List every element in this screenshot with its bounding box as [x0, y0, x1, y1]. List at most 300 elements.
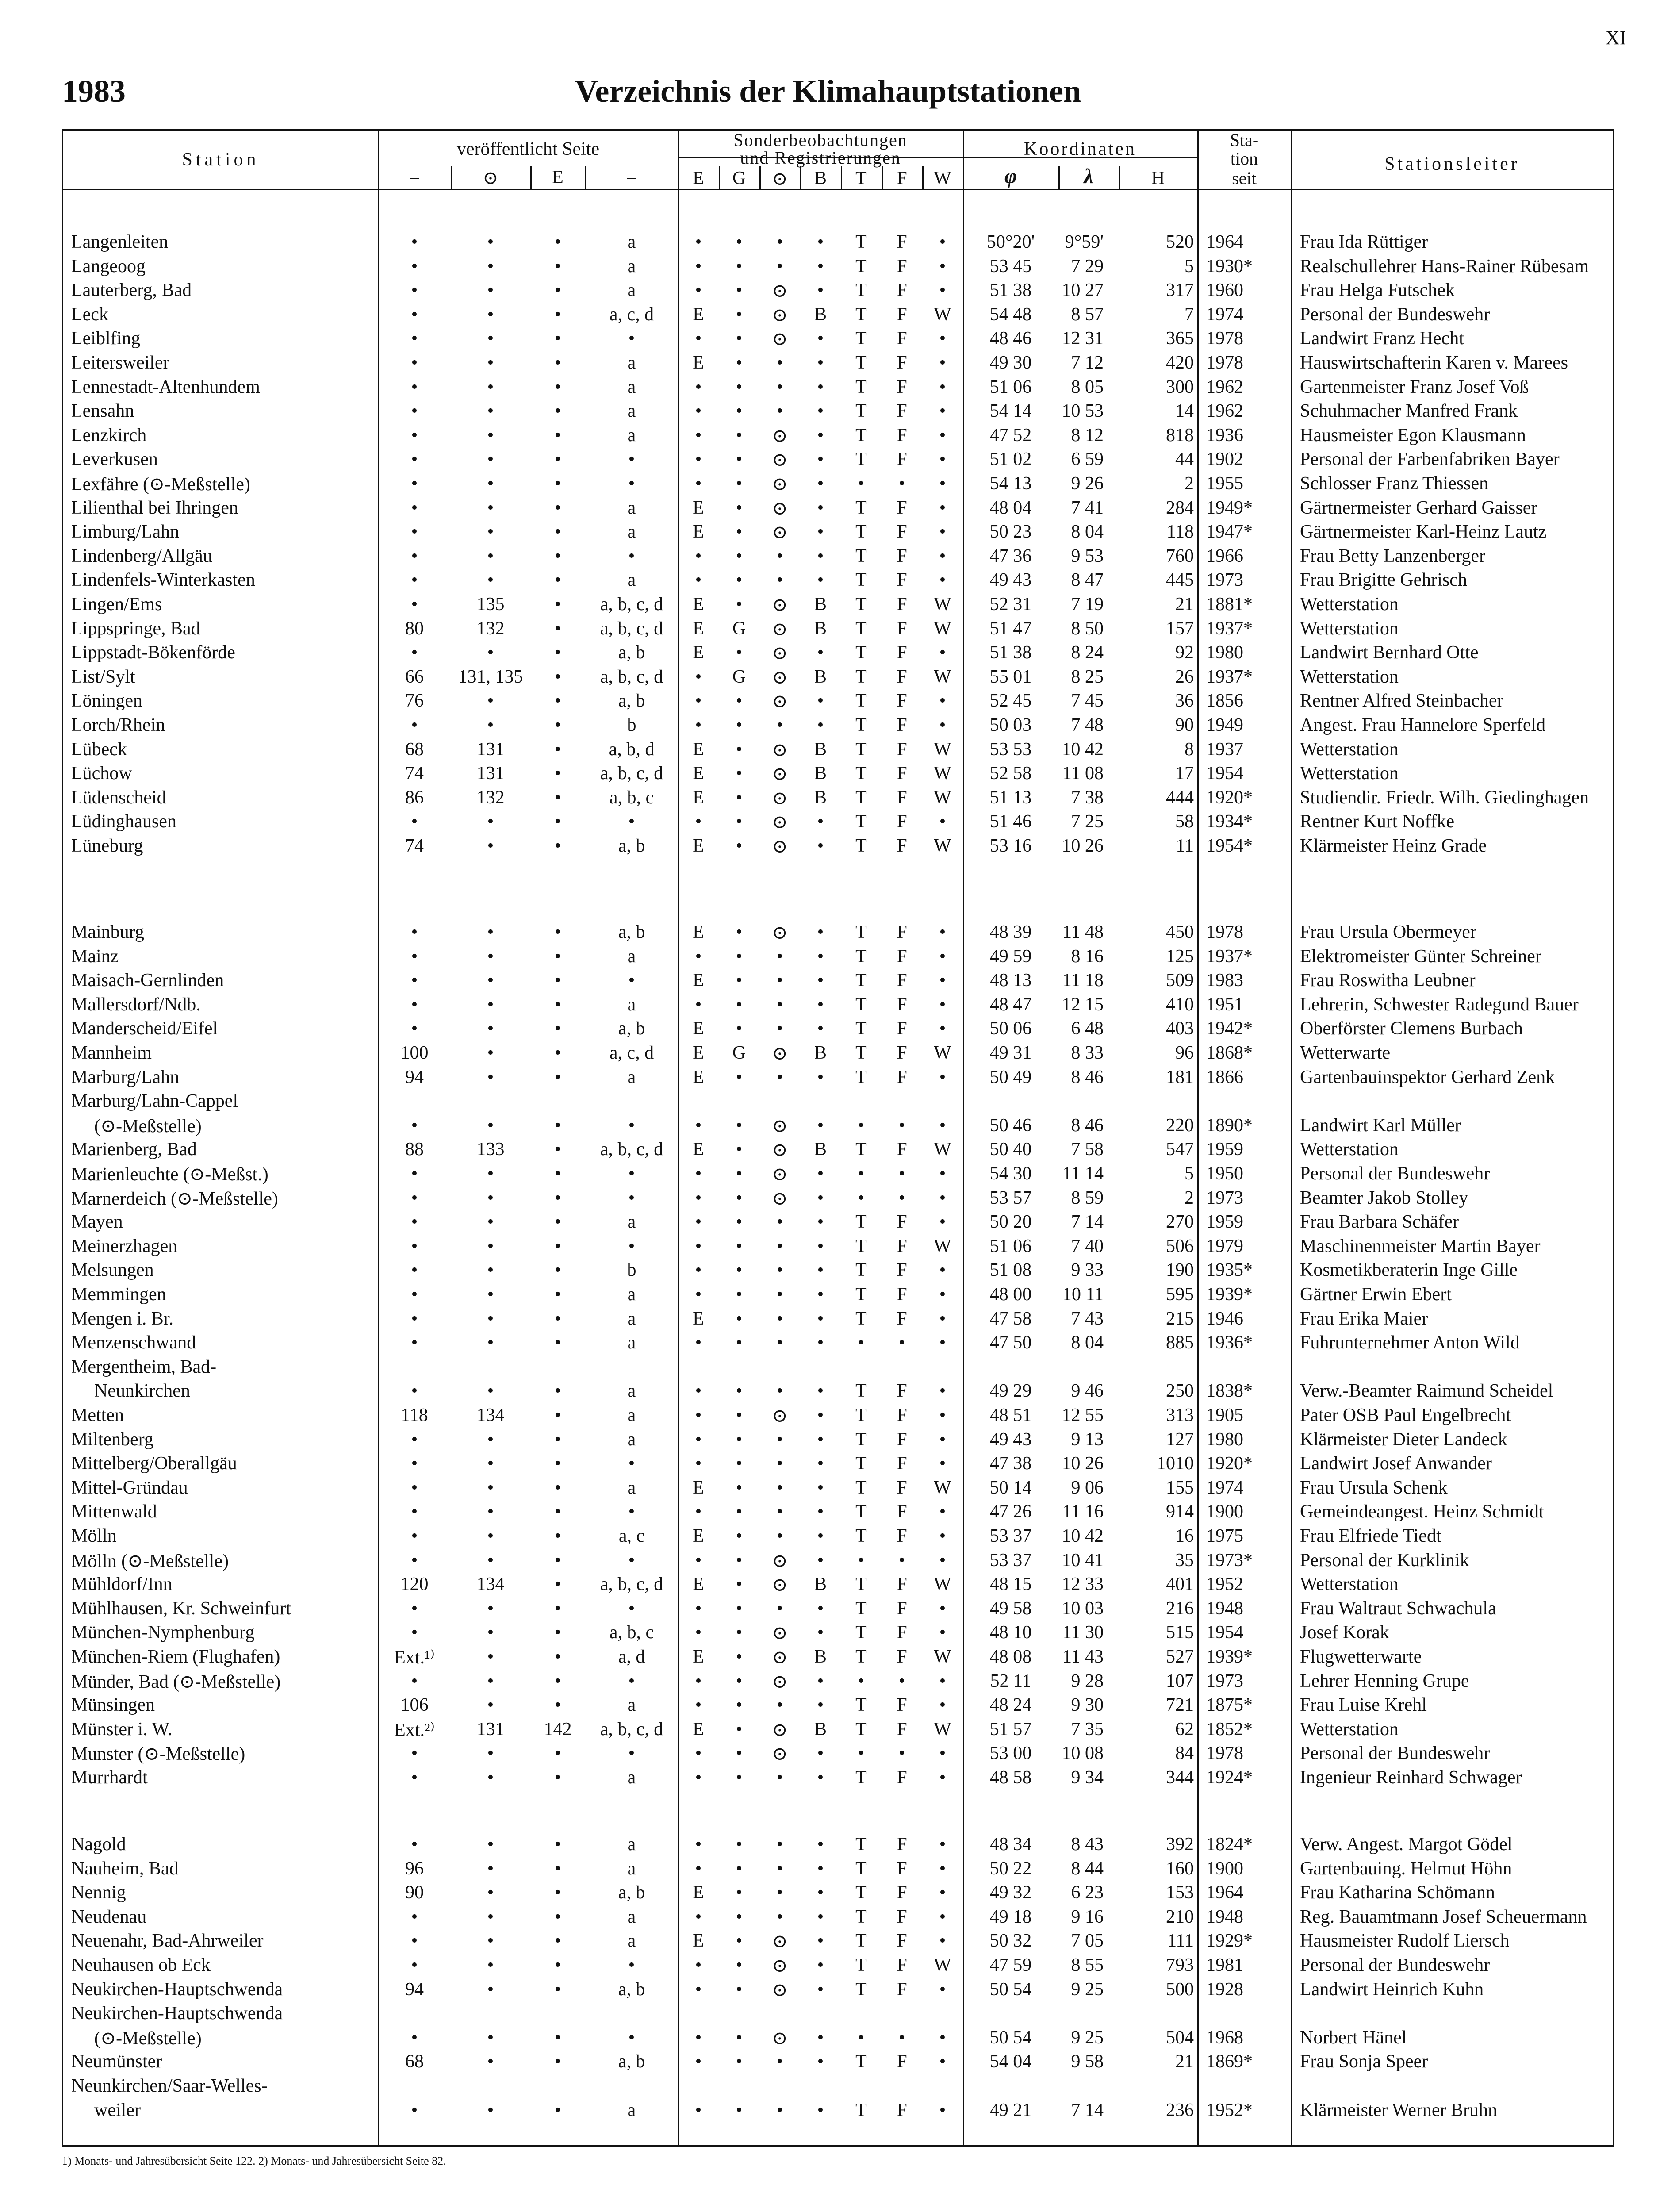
- station-name: München-Nymphenburg: [71, 1622, 255, 1643]
- cell-b: •: [817, 1308, 824, 1329]
- cell-lat: 52 31: [989, 594, 1032, 614]
- cell-seit: 1937*: [1206, 946, 1253, 967]
- cell-e: •: [695, 1955, 702, 1975]
- cell-e: •: [695, 811, 702, 832]
- table-row: [63, 1930, 1613, 1955]
- cell-p3: •: [554, 449, 561, 470]
- cell-b: B: [814, 1647, 827, 1667]
- cell-p3: •: [554, 522, 561, 542]
- cell-b: •: [817, 1931, 824, 1951]
- cell-g: •: [736, 1115, 743, 1136]
- cell-lat: 49 43: [989, 1429, 1032, 1450]
- cell-b: •: [817, 836, 824, 856]
- cell-p3: •: [554, 545, 561, 566]
- station-name: Lippstadt-Bökenförde: [71, 642, 235, 663]
- station-name: Lilienthal bei Ihringen: [71, 497, 238, 518]
- station-name: Lüdinghausen: [71, 811, 176, 832]
- cell-g: •: [736, 376, 743, 397]
- cell-lon: 11 16: [1062, 1502, 1104, 1522]
- cell-w: •: [939, 1931, 946, 1951]
- cell-leiter: Klärmeister Heinz Grade: [1300, 836, 1487, 856]
- cell-g: •: [736, 1429, 743, 1450]
- header-lon: λ: [1084, 165, 1093, 188]
- cell-p3: •: [554, 1695, 561, 1716]
- cell-leiter: Gartenmeister Franz Josef Voß: [1300, 376, 1529, 397]
- cell-p1: •: [411, 1164, 418, 1184]
- cell-b: •: [817, 1405, 824, 1425]
- cell-h: 125: [1166, 946, 1194, 967]
- cell-p4: a: [627, 353, 636, 373]
- table-row: [63, 1236, 1613, 1260]
- cell-p4: a: [627, 1834, 636, 1855]
- cell-seit: 1936*: [1206, 1333, 1253, 1353]
- cell-e: E: [693, 353, 704, 373]
- cell-h: 62: [1175, 1719, 1194, 1740]
- cell-seit: 1949*: [1206, 497, 1253, 518]
- cell-lat: 51 47: [989, 618, 1032, 639]
- cell-lat: 53 37: [989, 1526, 1032, 1546]
- cell-seit: 1905: [1206, 1405, 1243, 1425]
- cell-f: F: [897, 1767, 907, 1788]
- cell-lat: 54 48: [989, 304, 1032, 325]
- cell-p3: •: [554, 1574, 561, 1595]
- station-name: Lensahn: [71, 401, 134, 422]
- station-name: Mölln (⊙-Meßstelle): [71, 1551, 229, 1571]
- station-name: Münster i. W.: [71, 1719, 172, 1740]
- cell-o: •: [776, 401, 783, 422]
- cell-lat: 51 38: [989, 642, 1032, 663]
- table-row: [63, 304, 1613, 328]
- station-name: Nagold: [71, 1834, 126, 1855]
- cell-leiter: Landwirt Franz Hecht: [1300, 328, 1464, 349]
- cell-p4: a, b: [618, 922, 645, 942]
- cell-seit: 1980: [1206, 642, 1243, 663]
- cell-f: •: [898, 1164, 905, 1184]
- cell-p2: •: [487, 1695, 494, 1716]
- cell-f: F: [897, 715, 907, 735]
- cell-w: •: [939, 1550, 946, 1571]
- station-name: Lingen/Ems: [71, 594, 162, 614]
- cell-w: W: [934, 1236, 951, 1256]
- station-name: Mühlhausen, Kr. Schweinfurt: [71, 1598, 291, 1619]
- cell-leiter: Lehrer Henning Grupe: [1300, 1671, 1469, 1691]
- cell-p2: •: [487, 1743, 494, 1764]
- cell-seit: 1974: [1206, 1477, 1243, 1498]
- cell-p2: •: [487, 691, 494, 711]
- cell-p1: •: [411, 1550, 418, 1571]
- cell-p3: •: [554, 401, 561, 422]
- cell-p4: •: [628, 1955, 635, 1975]
- cell-p2: 131: [476, 763, 505, 784]
- cell-f: F: [897, 425, 907, 445]
- cell-p2: •: [487, 304, 494, 325]
- cell-w: W: [934, 304, 951, 325]
- cell-leiter: Personal der Farbenfabriken Bayer: [1300, 449, 1560, 470]
- cell-p3: •: [554, 497, 561, 518]
- table-row: [63, 545, 1613, 570]
- cell-t: T: [855, 1767, 867, 1788]
- cell-seit: 1973: [1206, 570, 1243, 591]
- cell-t: T: [855, 994, 867, 1015]
- cell-h: 36: [1175, 691, 1194, 711]
- cell-leiter: Rentner Alfred Steinbacher: [1300, 691, 1503, 711]
- cell-e: •: [695, 376, 702, 397]
- station-name: Mittelberg/Oberallgäu: [71, 1453, 237, 1474]
- cell-w: •: [939, 1453, 946, 1474]
- cell-b: •: [817, 1115, 824, 1136]
- cell-w: •: [939, 1671, 946, 1691]
- cell-lon: 7 12: [1071, 353, 1104, 373]
- cell-lon: 8 24: [1071, 642, 1104, 663]
- cell-t: T: [855, 449, 867, 470]
- cell-e: E: [693, 1067, 704, 1087]
- cell-f: F: [897, 970, 907, 991]
- cell-g: •: [736, 1164, 743, 1184]
- cell-p4: •: [628, 473, 635, 494]
- cell-p2: 132: [476, 618, 505, 639]
- cell-g: •: [736, 1598, 743, 1619]
- cell-b: •: [817, 1622, 824, 1643]
- cell-o: •: [776, 1381, 783, 1402]
- cell-e: E: [693, 1043, 704, 1063]
- cell-lat: 54 13: [989, 473, 1032, 494]
- cell-b: •: [817, 1979, 824, 2000]
- cell-lat: 53 00: [989, 1743, 1032, 1764]
- cell-t: T: [855, 401, 867, 422]
- cell-p2: •: [487, 836, 494, 856]
- cell-p4: a, b: [618, 1882, 645, 1903]
- cell-leiter: Landwirt Bernhard Otte: [1300, 642, 1479, 663]
- cell-p3: •: [554, 811, 561, 832]
- cell-t: T: [855, 666, 867, 687]
- cell-p3: •: [554, 1164, 561, 1184]
- cell-t: T: [855, 970, 867, 991]
- table-row: [63, 521, 1613, 545]
- cell-t: T: [855, 1284, 867, 1305]
- cell-p3: •: [554, 1333, 561, 1353]
- cell-o: ⊙: [772, 474, 788, 495]
- cell-o: ⊙: [772, 1551, 788, 1571]
- cell-g: •: [736, 256, 743, 276]
- cell-g: •: [736, 1931, 743, 1951]
- cell-p1: •: [411, 376, 418, 397]
- cell-w: •: [939, 1381, 946, 1402]
- station-name: Mergentheim, Bad-: [71, 1356, 217, 1377]
- cell-p3: •: [554, 1502, 561, 1522]
- cell-e: E: [693, 594, 704, 614]
- cell-t: T: [855, 946, 867, 967]
- cell-seit: 1950: [1206, 1164, 1243, 1184]
- cell-lon: 8 43: [1071, 1834, 1104, 1855]
- cell-e: E: [693, 1882, 704, 1903]
- cell-p4: a: [627, 425, 636, 445]
- cell-leiter: Flugwetterwarte: [1300, 1647, 1422, 1667]
- cell-b: •: [817, 376, 824, 397]
- cell-seit: 1920*: [1206, 787, 1253, 808]
- station-name: Neudenau: [71, 1906, 147, 1927]
- cell-e: •: [695, 1550, 702, 1571]
- cell-o: ⊙: [772, 1647, 788, 1668]
- cell-leiter: Wetterstation: [1300, 739, 1399, 760]
- cell-t: T: [855, 811, 867, 832]
- cell-b: B: [814, 1043, 827, 1063]
- cell-p4: •: [628, 1236, 635, 1256]
- cell-t: T: [855, 1647, 867, 1667]
- cell-o: •: [776, 1695, 783, 1716]
- cell-b: •: [817, 1767, 824, 1788]
- cell-e: •: [695, 1381, 702, 1402]
- station-name: Melsungen: [71, 1260, 154, 1281]
- cell-leiter: Verw.-Beamter Raimund Scheidel: [1300, 1381, 1553, 1402]
- cell-h: 914: [1166, 1502, 1194, 1522]
- cell-g: •: [736, 1906, 743, 1927]
- cell-p2: •: [487, 1115, 494, 1136]
- cell-p1: •: [411, 946, 418, 967]
- cell-p2: •: [487, 1381, 494, 1402]
- station-name: Neukirchen-Hauptschwenda: [71, 1979, 283, 2000]
- table-row: [63, 1550, 1613, 1574]
- cell-t: T: [855, 570, 867, 591]
- cell-seit: 1959: [1206, 1212, 1243, 1233]
- cell-p3: •: [554, 425, 561, 445]
- cell-t: T: [855, 1622, 867, 1643]
- cell-w: •: [939, 425, 946, 445]
- cell-w: •: [939, 1695, 946, 1716]
- cell-p2: •: [487, 1164, 494, 1184]
- cell-e: •: [695, 1429, 702, 1450]
- cell-leiter: Wetterstation: [1300, 1139, 1399, 1160]
- cell-lon: 9 25: [1071, 2027, 1104, 2048]
- cell-seit: 1948: [1206, 1906, 1243, 1927]
- cell-b: •: [817, 1284, 824, 1305]
- cell-p1: 94: [405, 1979, 424, 2000]
- cell-w: •: [939, 922, 946, 942]
- header-pub-col: –: [410, 167, 419, 188]
- cell-w: •: [939, 1115, 946, 1136]
- station-name: Mengen i. Br.: [71, 1308, 173, 1329]
- cell-w: •: [939, 1979, 946, 2000]
- cell-o: ⊙: [772, 788, 788, 809]
- cell-w: •: [939, 1018, 946, 1039]
- cell-seit: 1935*: [1206, 1260, 1253, 1281]
- cell-p2: •: [487, 1308, 494, 1329]
- station-name: Mainz: [71, 946, 119, 967]
- cell-lat: 48 15: [989, 1574, 1032, 1595]
- cell-t: T: [855, 1453, 867, 1474]
- cell-b: B: [814, 763, 827, 784]
- cell-p4: a, c, d: [609, 1043, 654, 1063]
- cell-p4: a, b: [618, 1979, 645, 2000]
- cell-t: •: [858, 1743, 865, 1764]
- cell-e: E: [693, 787, 704, 808]
- cell-p3: •: [554, 642, 561, 663]
- cell-p1: •: [411, 1622, 418, 1643]
- cell-p1: 68: [405, 2051, 424, 2072]
- cell-p1: •: [411, 1767, 418, 1788]
- cell-p4: a: [627, 497, 636, 518]
- cell-o: ⊙: [772, 2028, 788, 2049]
- cell-w: W: [934, 1043, 951, 1063]
- cell-f: F: [897, 594, 907, 614]
- cell-b: B: [814, 666, 827, 687]
- cell-g: •: [736, 1955, 743, 1975]
- cell-g: •: [736, 739, 743, 760]
- cell-leiter: Josef Korak: [1300, 1622, 1389, 1643]
- cell-g: •: [736, 594, 743, 614]
- station-name: Murrhardt: [71, 1767, 148, 1788]
- cell-e: E: [693, 497, 704, 518]
- cell-p4: •: [628, 1115, 635, 1136]
- station-name: Lüchow: [71, 763, 132, 784]
- table-row: [63, 1979, 1613, 2003]
- cell-h: 157: [1166, 618, 1194, 639]
- cell-b: •: [817, 922, 824, 942]
- cell-leiter: Klärmeister Dieter Landeck: [1300, 1429, 1507, 1450]
- cell-seit: 1968: [1206, 2027, 1243, 2048]
- table-row: [63, 1574, 1613, 1598]
- cell-lat: 51 08: [989, 1260, 1032, 1281]
- table-row: [63, 594, 1613, 618]
- cell-t: T: [855, 545, 867, 566]
- cell-lon: 7 25: [1071, 811, 1104, 832]
- cell-lon: 11 14: [1062, 1164, 1104, 1184]
- cell-p3: •: [554, 922, 561, 942]
- cell-o: ⊙: [772, 498, 788, 519]
- cell-lat: 53 53: [989, 739, 1032, 760]
- cell-h: 8: [1184, 739, 1194, 760]
- cell-e: E: [693, 1308, 704, 1329]
- cell-p2: •: [487, 256, 494, 276]
- station-name: Lorch/Rhein: [71, 715, 165, 735]
- cell-lon: 7 45: [1071, 691, 1104, 711]
- cell-g: •: [736, 1719, 743, 1740]
- cell-seit: 1964: [1206, 232, 1243, 252]
- cell-p4: a: [627, 1308, 636, 1329]
- cell-h: 1010: [1157, 1453, 1194, 1474]
- cell-f: F: [897, 1622, 907, 1643]
- cell-lat: 48 47: [989, 994, 1032, 1015]
- cell-o: ⊙: [772, 667, 788, 688]
- station-name: Mallersdorf/Ndb.: [71, 994, 201, 1015]
- station-name: Marienberg, Bad: [71, 1139, 197, 1160]
- cell-p1: •: [411, 1931, 418, 1951]
- table-row: [63, 400, 1613, 425]
- cell-p2: •: [487, 1212, 494, 1233]
- cell-o: ⊙: [772, 1671, 788, 1692]
- cell-f: •: [898, 2027, 905, 2048]
- cell-f: F: [897, 836, 907, 856]
- cell-f: F: [897, 280, 907, 301]
- cell-lat: 55 01: [989, 666, 1032, 687]
- station-name: (⊙-Meßstelle): [94, 1116, 202, 1137]
- cell-lon: 8 12: [1071, 425, 1104, 445]
- cell-e: E: [693, 1526, 704, 1546]
- station-name: Marnerdeich (⊙-Meßstelle): [71, 1188, 278, 1209]
- cell-t: T: [855, 1477, 867, 1498]
- cell-b: •: [817, 425, 824, 445]
- cell-lon: 9 25: [1071, 1979, 1104, 2000]
- header-special-col: B: [814, 168, 827, 188]
- cell-lon: 6 48: [1071, 1018, 1104, 1039]
- table-row: [63, 666, 1613, 691]
- cell-p4: a: [627, 1477, 636, 1498]
- cell-p3: •: [554, 304, 561, 325]
- cell-p2: •: [487, 1260, 494, 1281]
- cell-p3: •: [554, 1429, 561, 1450]
- cell-o: •: [776, 1767, 783, 1788]
- cell-p4: a: [627, 280, 636, 301]
- cell-p3: •: [554, 691, 561, 711]
- cell-w: •: [939, 1834, 946, 1855]
- cell-p2: •: [487, 2100, 494, 2120]
- cell-p1: 120: [400, 1574, 429, 1595]
- cell-t: T: [855, 1429, 867, 1450]
- cell-seit: 1979: [1206, 1236, 1243, 1256]
- table-row: [63, 1139, 1613, 1163]
- header-station: Station: [182, 150, 260, 170]
- cell-e: •: [695, 715, 702, 735]
- cell-g: •: [736, 1882, 743, 1903]
- cell-p2: •: [487, 1067, 494, 1087]
- cell-g: •: [736, 787, 743, 808]
- cell-g: •: [736, 328, 743, 349]
- table-row: [63, 1067, 1613, 1091]
- cell-p4: •: [628, 1453, 635, 1474]
- sub-col-line: [922, 166, 924, 189]
- station-name: Nauheim, Bad: [71, 1858, 179, 1879]
- cell-g: •: [736, 1284, 743, 1305]
- cell-p3: •: [554, 1550, 561, 1571]
- cell-lon: 9 16: [1071, 1906, 1104, 1927]
- cell-e: •: [695, 1115, 702, 1136]
- cell-p2: •: [487, 545, 494, 566]
- cell-p2: •: [487, 570, 494, 591]
- cell-b: •: [817, 811, 824, 832]
- cell-t: T: [855, 1882, 867, 1903]
- cell-p3: 142: [544, 1719, 572, 1740]
- cell-leiter: Oberförster Clemens Burbach: [1300, 1018, 1523, 1039]
- cell-p1: 66: [405, 666, 424, 687]
- station-name: Maisach-Gernlinden: [71, 970, 224, 991]
- cell-seit: 1946: [1206, 1308, 1243, 1329]
- cell-leiter: Landwirt Karl Müller: [1300, 1115, 1461, 1136]
- cell-lat: 47 52: [989, 425, 1032, 445]
- cell-seit: 1937*: [1206, 618, 1253, 639]
- cell-lat: 50 32: [989, 1931, 1032, 1951]
- cell-o: ⊙: [772, 329, 788, 350]
- cell-w: W: [934, 1719, 951, 1740]
- cell-leiter: Frau Brigitte Gehrisch: [1300, 570, 1467, 591]
- cell-leiter: Frau Waltraut Schwachula: [1300, 1598, 1496, 1619]
- table-row: [63, 352, 1613, 376]
- cell-e: •: [695, 1858, 702, 1879]
- table-row: [63, 1356, 1613, 1402]
- header-published: veröffentlicht Seite: [456, 139, 600, 159]
- cell-p4: •: [628, 811, 635, 832]
- table-row: [63, 1646, 1613, 1671]
- cell-p3: •: [554, 1187, 561, 1208]
- cell-lon: 9 28: [1071, 1671, 1104, 1691]
- cell-leiter: Gartenbauing. Helmut Höhn: [1300, 1858, 1512, 1879]
- cell-seit: 1962: [1206, 376, 1243, 397]
- cell-w: W: [934, 666, 951, 687]
- cell-g: •: [736, 922, 743, 942]
- cell-b: •: [817, 1526, 824, 1546]
- cell-lat: 51 13: [989, 787, 1032, 808]
- cell-o: •: [776, 545, 783, 566]
- cell-p1: •: [411, 1526, 418, 1546]
- cell-g: •: [736, 1767, 743, 1788]
